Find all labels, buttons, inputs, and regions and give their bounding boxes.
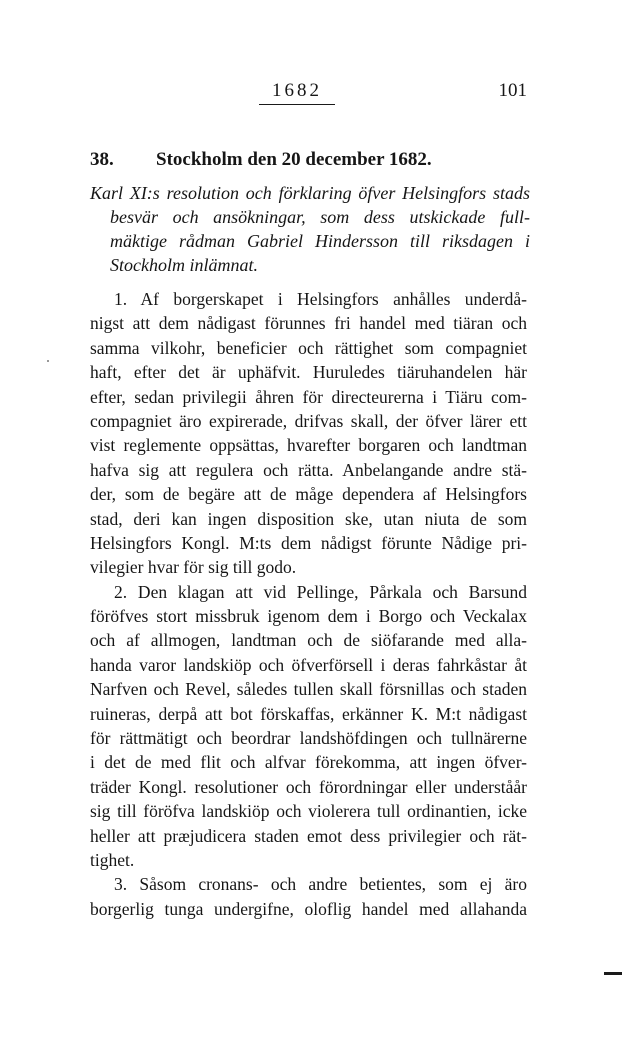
margin-dash-mark (604, 972, 622, 975)
text-line: 2. Den klagan att vid Pellinge, Pårkala och Barsund (114, 581, 527, 602)
running-head-rule (259, 104, 335, 105)
document-number: 38. (90, 149, 114, 170)
text-line: 3. Såsom cronans- och andre betientes, som ej äro (114, 874, 527, 895)
text-line: ruineras, derpå att bot förskaffas, erkänner K. M:t nådigast (90, 703, 527, 724)
text-line: sig till föröfva landskiöp och violerera tull ordinantien, icke (90, 801, 527, 822)
document-summary (90, 181, 530, 277)
summary-line: mäktige rådman Gabriel Hindersson till riksdagen i (110, 231, 530, 251)
text-line: 1. Af borgerskapet i Helsingfors anhålles underdå- (114, 289, 527, 309)
text-line: och af allmogen, landtman och de siöfarande med alla- (90, 630, 527, 651)
document-body (90, 287, 527, 921)
text-line: för rättmätigt och beordrar landshöfdingen och tullnärerne (90, 728, 527, 749)
text-line: föröfves stort missbruk igenom dem i Borgo och Veckalax (90, 606, 527, 627)
text-line: haft, efter det är uphäfvit. Huruledes tiäruhandelen här (90, 362, 527, 383)
text-line: compagniet äro expirerade, drifvas skall, der öfver lärer ett (90, 410, 527, 431)
running-head-year: 1682 (272, 80, 322, 101)
text-line: i det de med flit och alfvar förekomma, att ingen öfver- (90, 752, 527, 773)
text-line: vilegier hvar för sig till godo. (90, 557, 297, 578)
paragraph-1 (90, 287, 527, 580)
text-line: Helsingfors Kongl. M:ts dem nådigst förunte Nådige pri- (90, 532, 527, 553)
summary-line: besvär och ansökningar, som dess utskickade full- (110, 207, 530, 227)
text-line: borgerlig tunga undergifne, oloflig handel med allahanda (90, 898, 527, 919)
text-line: träder Kongl. resolutioner och förordningar eller underståår (90, 776, 527, 797)
paragraph-3 (90, 872, 527, 921)
text-line: handa varor landskiöp och öfverförsell i deras fahrkåstar åt (90, 654, 527, 675)
text-line: heller att præjudicera staden emot dess privilegier och rät- (90, 825, 527, 846)
text-line: der, som de begäre att de måge dependera af Helsingfors (90, 484, 527, 505)
text-line: tighet. (90, 849, 135, 870)
page-number: 101 (498, 80, 527, 101)
text-line: stad, deri kan ingen disposition ske, utan niuta de som (90, 508, 527, 529)
summary-line: Karl XI:s resolution och förklaring öfver Helsingfors stads (90, 183, 530, 203)
summary-line: Stockholm inlämnat. (110, 255, 258, 275)
margin-speck (47, 360, 49, 362)
text-line: hafva sig att regulera och rätta. Anbelangande andre stä- (90, 459, 527, 480)
page-header (0, 79, 644, 109)
text-line: samma vilkohr, beneficier och rättighet som compagniet (90, 337, 527, 358)
text-line: Narfven och Revel, således tullen skall försnillas och staden (90, 679, 527, 700)
paragraph-2 (90, 580, 527, 873)
text-line: nigst att dem nådigast förunnes fri handel med tiäran och (90, 313, 527, 334)
text-line: efter, sedan privilegii åhren för directeurerna i Tiäru com- (90, 386, 527, 407)
document-place-date: Stockholm den 20 december 1682. (156, 149, 432, 170)
text-line: vist reglemente oppsättas, hvarefter borgaren och landtman (90, 435, 527, 456)
